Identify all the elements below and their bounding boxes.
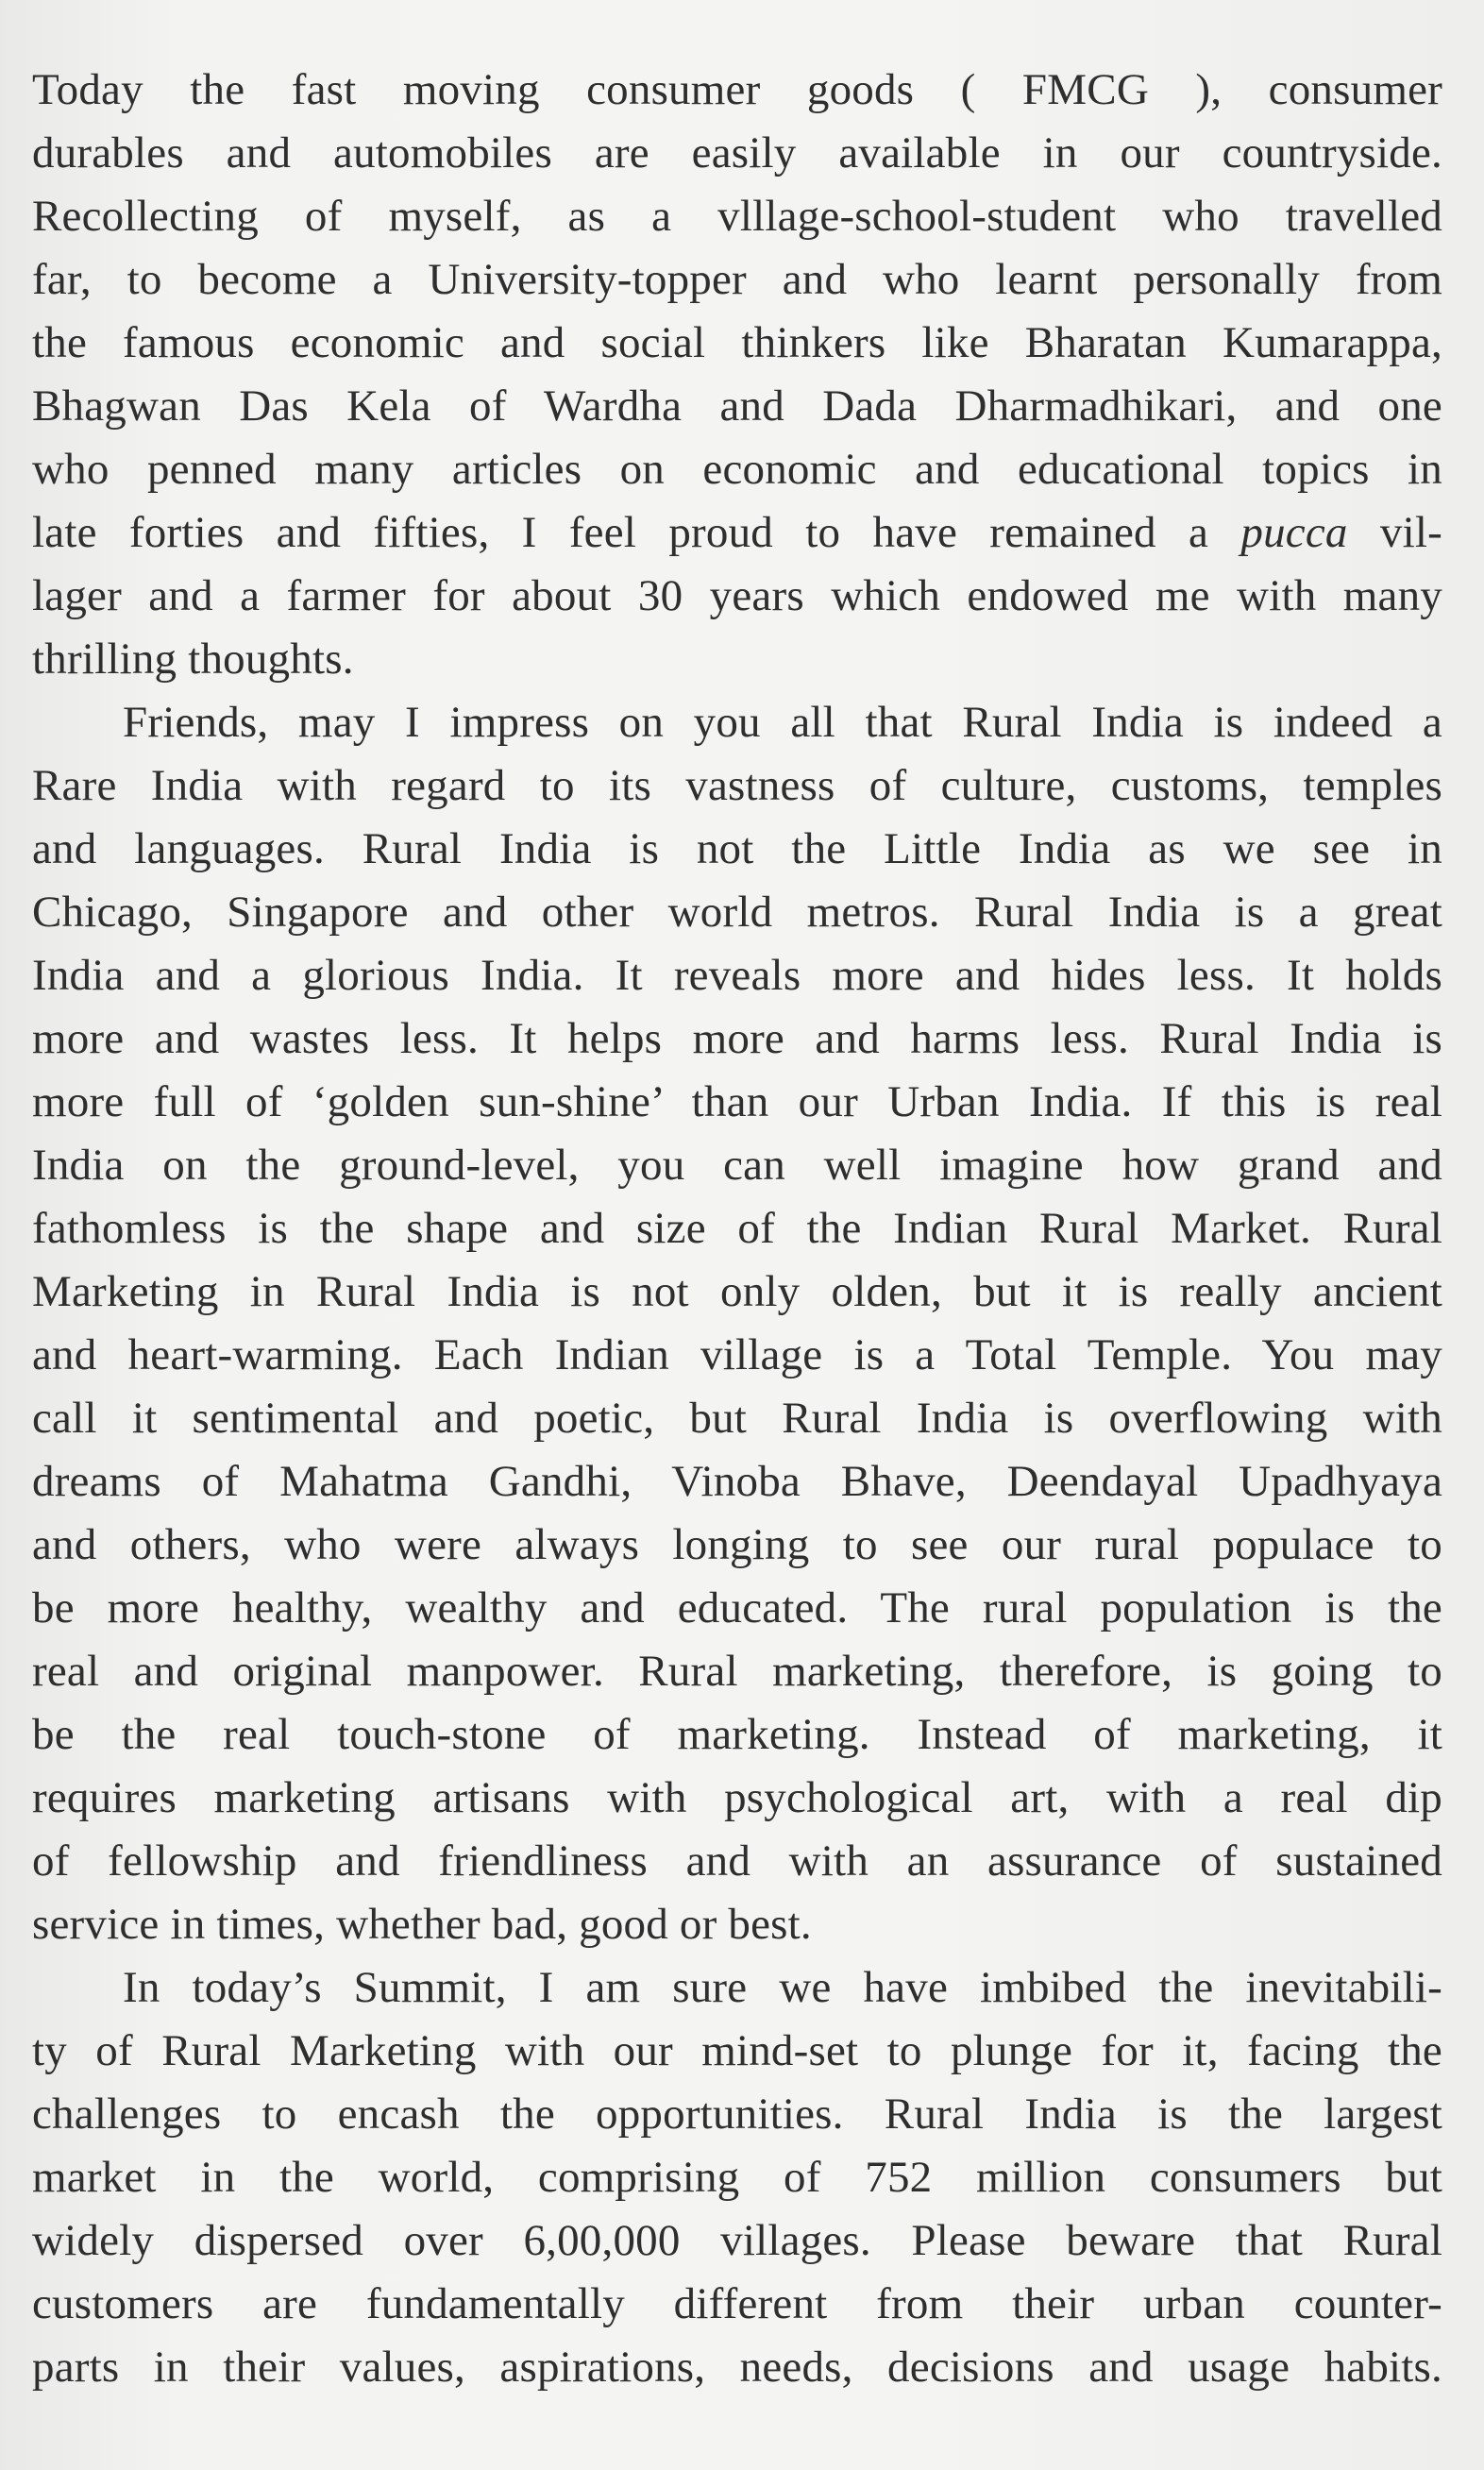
text-line: India and a glorious India. It reveals more and hides less. It holds bbox=[32, 951, 1442, 1000]
paragraph-2 bbox=[32, 691, 1442, 1956]
text-line: Friends, may I impress on you all that Rural India is indeed a bbox=[123, 698, 1442, 747]
text-line: call it sentimental and poetic, but Rural India is overflowing with bbox=[32, 1394, 1442, 1443]
text-line: thrilling thoughts. bbox=[32, 634, 354, 684]
paragraph-3 bbox=[32, 1956, 1442, 2399]
text-segment: late forties and fifties, I feel proud to have remained a bbox=[32, 508, 1241, 557]
text-line: durables and automobiles are easily available in our countryside. bbox=[32, 128, 1442, 178]
text-line: ty of Rural Marketing with our mind-set to plunge for it, facing the bbox=[32, 2026, 1442, 2075]
text-line: far, to become a University-topper and who learnt personally from bbox=[32, 255, 1442, 304]
text-line: requires marketing artisans with psychological art, with a real dip bbox=[32, 1773, 1442, 1822]
text-line-with-italic bbox=[32, 501, 1442, 565]
text-line: who penned many articles on economic and educational topics in bbox=[32, 445, 1442, 494]
text-line: Chicago, Singapore and other world metros. Rural India is a great bbox=[32, 888, 1442, 937]
text-segment: vil- bbox=[1347, 508, 1442, 557]
text-line: dreams of Mahatma Gandhi, Vinoba Bhave, Deendayal Upadhyaya bbox=[32, 1457, 1442, 1506]
text-line: be the real touch-stone of marketing. Instead of marketing, it bbox=[32, 1710, 1442, 1759]
text-line: and heart-warming. Each Indian village is a Total Temple. You may bbox=[32, 1330, 1442, 1379]
text-line: Bhagwan Das Kela of Wardha and Dada Dharmadhikari, and one bbox=[32, 381, 1442, 431]
text-line: Recollecting of myself, as a vlllage-school-student who travelled bbox=[32, 192, 1442, 241]
text-line: challenges to encash the opportunities. Rural India is the largest bbox=[32, 2089, 1442, 2139]
text-line: more and wastes less. It helps more and harms less. Rural India is bbox=[32, 1014, 1442, 1063]
text-line: Marketing in Rural India is not only olden, but it is really ancient bbox=[32, 1267, 1442, 1316]
text-line: lager and a farmer for about 30 years which endowed me with many bbox=[32, 571, 1442, 620]
text-line: of fellowship and friendliness and with an assurance of sustained bbox=[32, 1836, 1442, 1886]
text-line: be more healthy, wealthy and educated. The rural population is the bbox=[32, 1583, 1442, 1633]
text-line: more full of ‘golden sun-shine’ than our Urban India. If this is real bbox=[32, 1077, 1442, 1126]
text-line: Today the fast moving consumer goods ( FMCG ), consumer bbox=[32, 65, 1442, 114]
text-line: and languages. Rural India is not the Little India as we see in bbox=[32, 824, 1442, 873]
text-line: customers are fundamentally different from their urban counter- bbox=[32, 2279, 1442, 2328]
text-line: the famous economic and social thinkers like Bharatan Kumarappa, bbox=[32, 318, 1442, 367]
text-line: market in the world, comprising of 752 million consumers but bbox=[32, 2153, 1442, 2202]
text-line: widely dispersed over 6,00,000 villages. Please beware that Rural bbox=[32, 2216, 1442, 2265]
paragraph-1 bbox=[32, 59, 1442, 691]
italic-term: pucca bbox=[1240, 508, 1348, 557]
text-line: In today’s Summit, I am sure we have imbibed the inevitabili- bbox=[123, 1963, 1442, 2012]
text-line: service in times, whether bad, good or best. bbox=[32, 1900, 812, 1949]
text-line: parts in their values, aspirations, needs, decisions and usage habits. bbox=[32, 2343, 1442, 2392]
document-body bbox=[32, 59, 1442, 2399]
text-line: real and original manpower. Rural marketing, therefore, is going to bbox=[32, 1647, 1442, 1696]
text-line: and others, who were always longing to see our rural populace to bbox=[32, 1520, 1442, 1569]
text-line: India on the ground-level, you can well imagine how grand and bbox=[32, 1141, 1442, 1190]
text-line: Rare India with regard to its vastness of culture, customs, temples bbox=[32, 761, 1442, 810]
text-line: fathomless is the shape and size of the Indian Rural Market. Rural bbox=[32, 1204, 1442, 1253]
